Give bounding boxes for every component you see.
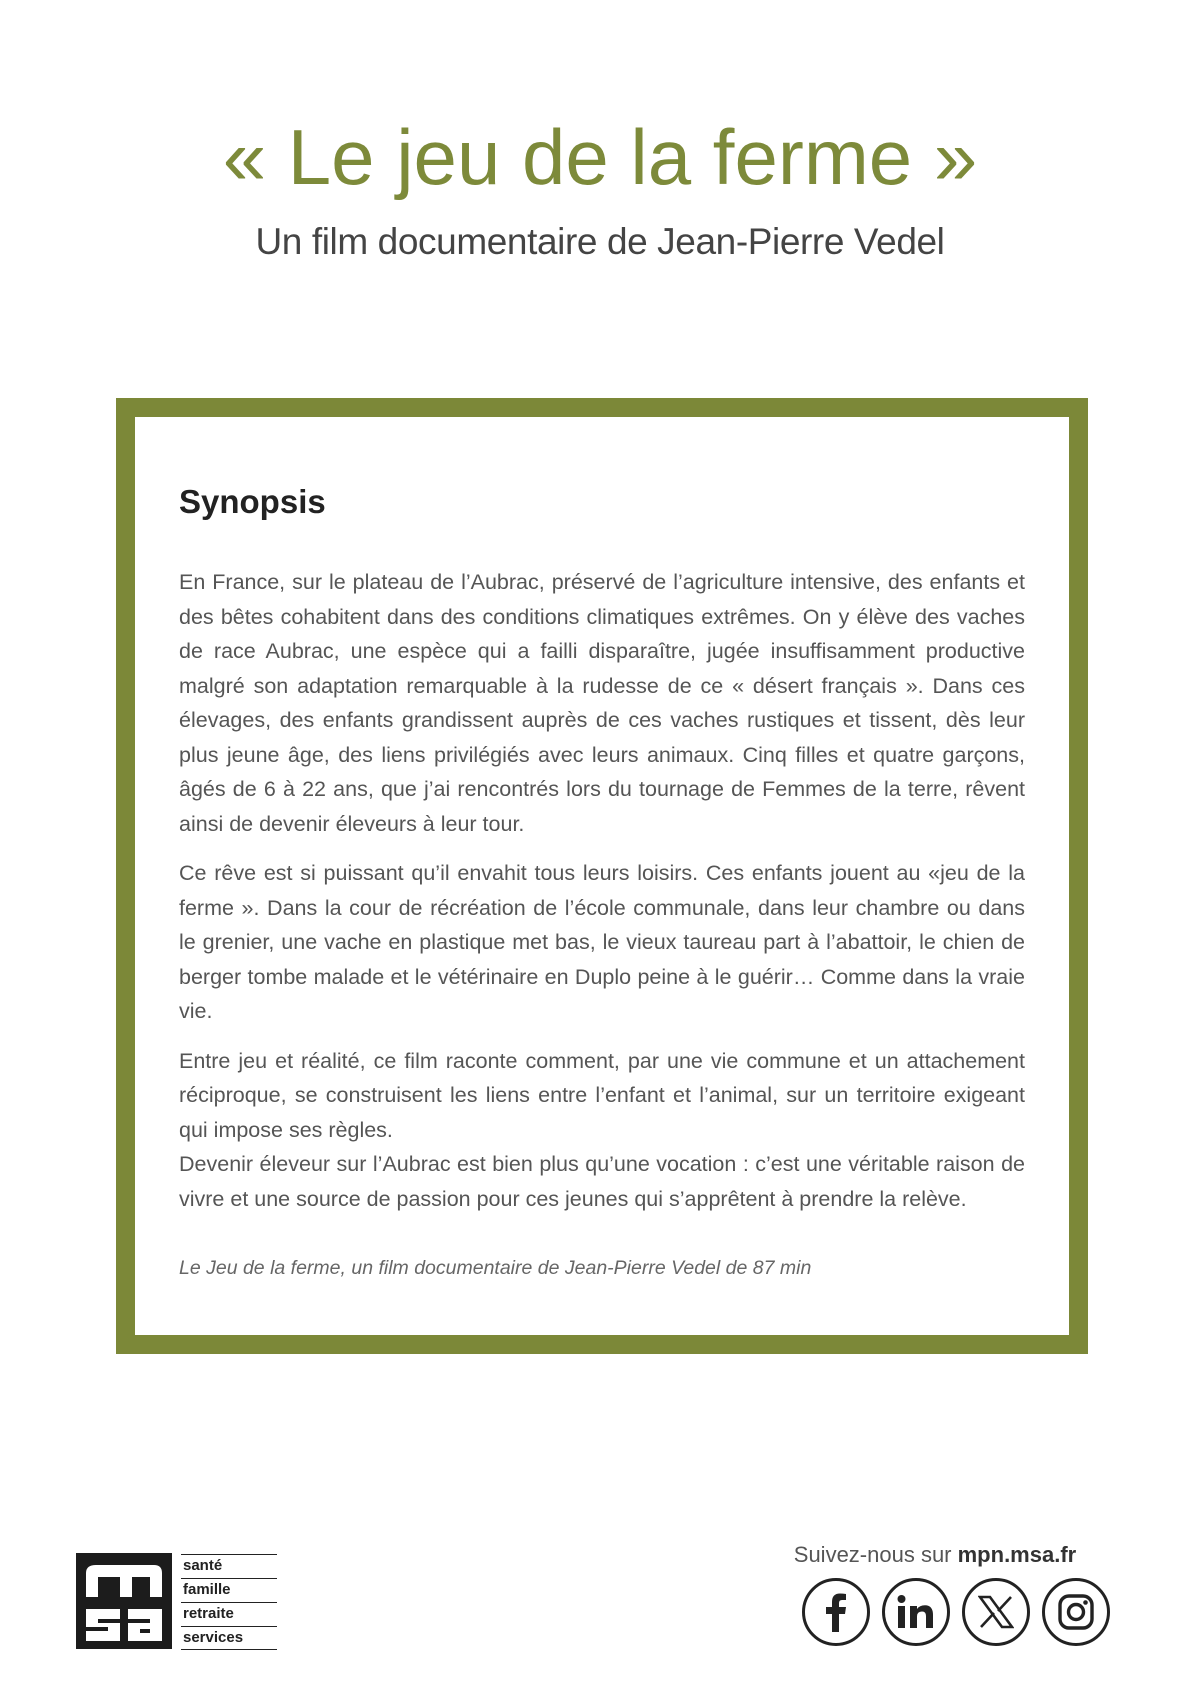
x-icon[interactable] xyxy=(962,1578,1030,1646)
x-glyph xyxy=(978,1595,1014,1629)
synopsis-paragraph: Entre jeu et réalité, ce film raconte comment, par une vie commune et un attachement réciproque, se construisent les liens entre l’enfant et l’animal, sur un territoire exigeant qui impose ses règles. xyxy=(179,1048,1025,1142)
synopsis-body xyxy=(179,565,1025,1231)
follow-us-text xyxy=(770,1542,1100,1568)
facebook-icon[interactable] xyxy=(802,1578,870,1646)
instagram-icon[interactable] xyxy=(1042,1578,1110,1646)
msa-tagline xyxy=(181,1554,277,1650)
msa-tag: retraite xyxy=(181,1602,277,1626)
msa-logo xyxy=(76,1553,280,1653)
msa-tag: services xyxy=(181,1626,277,1650)
follow-site-link[interactable]: mpn.msa.fr xyxy=(957,1542,1077,1567)
synopsis-heading: Synopsis xyxy=(179,483,326,520)
linkedin-glyph xyxy=(896,1594,936,1630)
social-links xyxy=(802,1578,1112,1650)
linkedin-icon[interactable] xyxy=(882,1578,950,1646)
page-subtitle: Un film documentaire de Jean-Pierre Vedel xyxy=(255,221,945,262)
synopsis-box xyxy=(116,398,1088,1354)
instagram-glyph xyxy=(1057,1593,1095,1631)
follow-prefix: Suivez-nous sur xyxy=(793,1542,958,1567)
synopsis-paragraph: Devenir éleveur sur l’Aubrac est bien plus qu’une vocation : c’est une véritable raison de vivre et une source de passion pour ces jeunes qui s’apprêtent à prendre la relève. xyxy=(179,1152,1025,1211)
facebook-glyph xyxy=(819,1592,853,1632)
msa-tag: famille xyxy=(181,1578,277,1602)
page-title: « Le jeu de la ferme » xyxy=(222,113,978,201)
msa-monogram xyxy=(76,1553,172,1649)
msa-tag: santé xyxy=(181,1554,277,1578)
msa-logo-mark xyxy=(76,1553,172,1649)
synopsis-paragraph: Ce rêve est si puissant qu’il envahit tous leurs loisirs. Ces enfants jouent au «jeu de la ferme ». Dans la cour de récréation de l’école communale, dans leur chambre ou dans le grenier, une vache en plastique met bas, le vieux taureau part à l’abattoir, le chien de berger tombe malade et le vétérinaire en Duplo peine à le guérir… Comme dans la vraie vie. xyxy=(179,861,1025,1023)
synopsis-paragraph: En France, sur le plateau de l’Aubrac, préservé de l’agriculture intensive, des enfants et des bêtes cohabitent dans des conditions climatiques extrêmes. On y élève des vaches de race Aubrac, une espèce qui a failli disparaître, jugée insuffisamment productive malgré son adaptation remarquable à la rudesse de ce « désert français ». Dans ces élevages, des enfants grandissent auprès de ces vaches rustiques et tissent, dès leur plus jeune âge, des liens privilégiés avec leurs animaux. Cinq filles et quatre garçons, âgés de 6 à 22 ans, que j’ai rencontrés lors du tournage de Femmes de la terre, rêvent ainsi de devenir éleveurs à leur tour. xyxy=(179,570,1025,836)
film-credit: Le Jeu de la ferme, un film documentaire de Jean-Pierre Vedel de 87 min xyxy=(179,1257,812,1279)
